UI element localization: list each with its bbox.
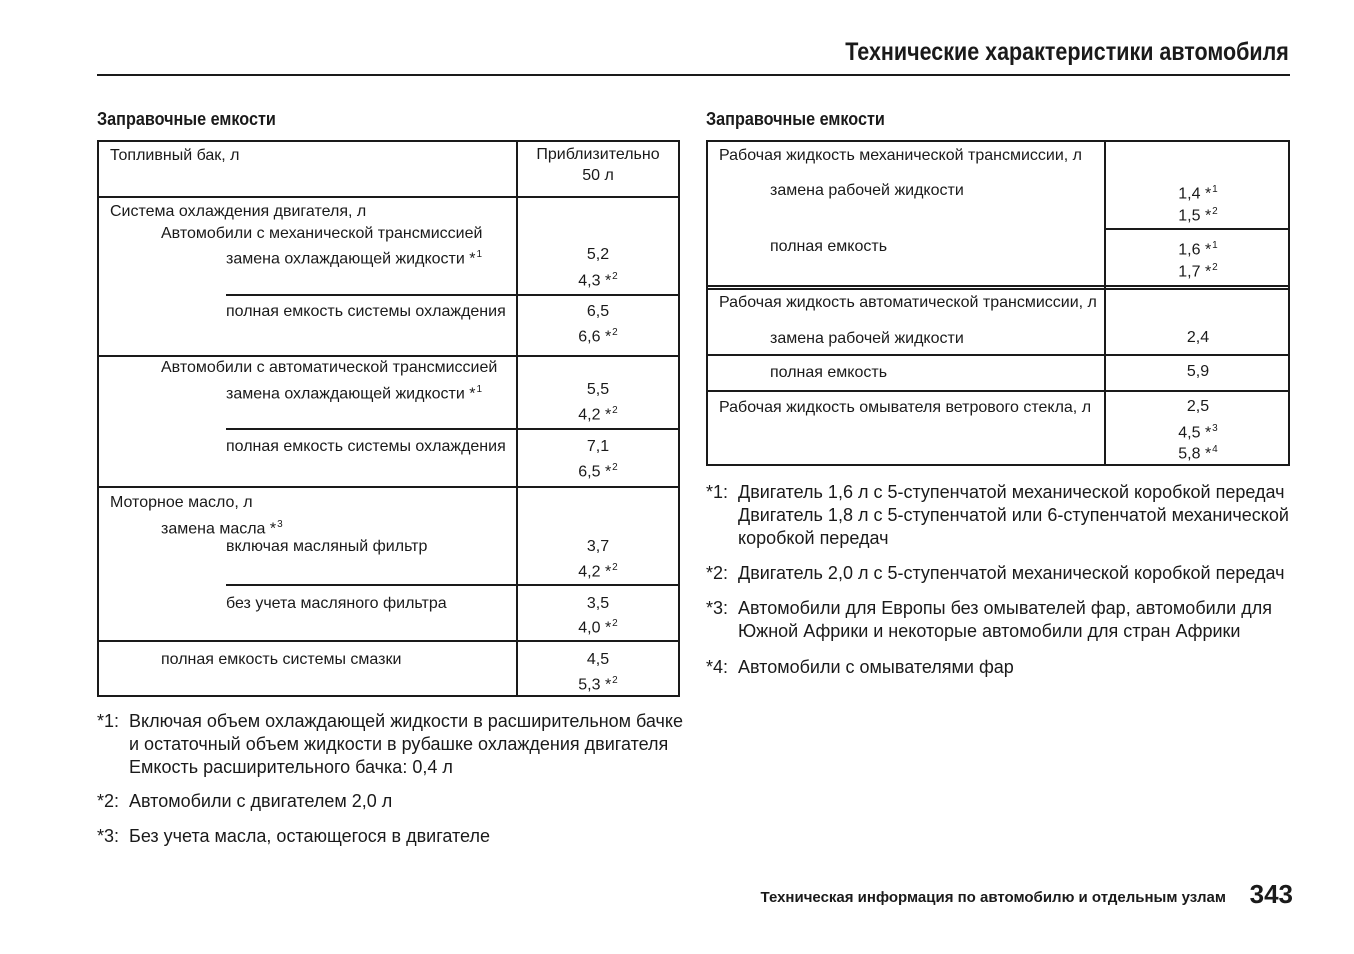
mt-full-label: полная емкость <box>770 238 888 255</box>
full-cooling-manual-value-1: 6,5 <box>586 303 610 320</box>
mt-fluid-label: Рабочая жидкость механической трансмиссии, л <box>719 147 1082 164</box>
with-filter-value-2: 4,2 *$^2$ <box>578 562 618 581</box>
right-footnote-3: *3: Автомобили для Европы без омывателей фар, автомобили для Южной Африки и некоторые автомобили для стран Африки <box>706 598 1272 641</box>
without-filter-value-1: 3,5 <box>586 595 610 612</box>
cooling-system-label: Система охлаждения двигателя, л <box>110 203 367 220</box>
page-number: 343 <box>1249 879 1293 909</box>
fuel-tank-value-1: Приблизительно <box>536 146 660 163</box>
full-lube-value-2: 5,3 *$^2$ <box>578 675 618 694</box>
with-filter-label: включая масляный фильтр <box>226 538 428 555</box>
manual-transmission-label: Автомобили с механической трансмиссией <box>161 225 483 242</box>
fuel-tank-value-2: 50 л <box>582 167 614 184</box>
mt-change-value-1: 1,4 *$^1$ <box>1178 184 1218 203</box>
at-change-value: 2,4 <box>1186 329 1210 346</box>
left-footnote-3: *3: Без учета масла, остающегося в двигателе <box>97 826 490 846</box>
full-cooling-manual-label: полная емкость системы охлаждения <box>226 303 506 320</box>
left-capacities-table <box>97 140 680 697</box>
with-filter-value-1: 3,7 <box>586 538 610 555</box>
automatic-transmission-label: Автомобили с автоматической трансмиссией <box>161 359 498 376</box>
full-lube-label: полная емкость системы смазки <box>161 651 402 668</box>
header-rule <box>97 74 1290 76</box>
without-filter-label: без учета масляного фильтра <box>226 595 447 612</box>
mt-change-label: замена рабочей жидкости <box>770 182 964 199</box>
oil-change-label: замена масла *$^3$ <box>161 519 283 538</box>
page-title: Технические характеристики автомобиля <box>845 38 1289 66</box>
washer-fluid-label: Рабочая жидкость омывателя ветрового стекла, л <box>719 399 1092 416</box>
left-footnote-1: *1: Включая объем охлаждающей жидкости в расширительном бачке и остаточный объем жидкости в рубашке охлаждения двигателя Емкость расширительного бачка: 0,4 л <box>97 711 684 777</box>
mt-change-value-2: 1,5 *$^2$ <box>1178 206 1218 225</box>
coolant-change-manual-value-1: 5,2 <box>586 246 610 263</box>
full-cooling-manual-value-2: 6,6 *$^2$ <box>578 327 618 346</box>
coolant-change-manual-label: замена охлаждающей жидкости *$^1$ <box>226 249 483 268</box>
left-footnote-2: *2: Автомобили с двигателем 2,0 л <box>97 791 393 811</box>
washer-value-2: 4,5 *$^3$ <box>1178 423 1218 442</box>
washer-value-1: 2,5 <box>1186 398 1210 415</box>
mt-full-value-2: 1,7 *$^2$ <box>1178 262 1218 281</box>
right-capacities-table <box>706 140 1290 466</box>
coolant-change-auto-label: замена охлаждающей жидкости *$^1$ <box>226 384 483 403</box>
at-full-value: 5,9 <box>1186 363 1210 380</box>
coolant-change-auto-value-1: 5,5 <box>586 381 610 398</box>
full-cooling-auto-value-1: 7,1 <box>586 438 610 455</box>
fuel-tank-label: Топливный бак, л <box>110 147 240 164</box>
right-section-title: Заправочные емкости <box>706 109 885 129</box>
full-cooling-auto-label: полная емкость системы охлаждения <box>226 438 506 455</box>
right-footnote-2: *2: Двигатель 2,0 л с 5-ступенчатой механической коробкой передач <box>706 563 1285 583</box>
left-section-title: Заправочные емкости <box>97 109 276 129</box>
footer-text: Техническая информация по автомобилю и отдельным узлам <box>760 889 1226 906</box>
at-change-label: замена рабочей жидкости <box>770 330 964 347</box>
engine-oil-label: Моторное масло, л <box>110 494 253 511</box>
washer-value-3: 5,8 *$^4$ <box>1178 444 1218 463</box>
full-cooling-auto-value-2: 6,5 *$^2$ <box>578 462 618 481</box>
mt-full-value-1: 1,6 *$^1$ <box>1178 240 1218 259</box>
at-full-label: полная емкость <box>770 364 888 381</box>
full-lube-value-1: 4,5 <box>586 651 610 668</box>
at-fluid-label: Рабочая жидкость автоматической трансмиссии, л <box>719 294 1097 311</box>
right-footnote-4: *4: Автомобили с омывателями фар <box>706 657 1014 677</box>
coolant-change-auto-value-2: 4,2 *$^2$ <box>578 405 618 424</box>
coolant-change-manual-value-2: 4,3 *$^2$ <box>578 271 618 290</box>
without-filter-value-2: 4,0 *$^2$ <box>578 618 618 637</box>
right-footnote-1: *1: Двигатель 1,6 л с 5-ступенчатой механической коробкой передач Двигатель 1,8 л с 5-ступенчатой или 6-ступенчатой механической коробкой передач <box>706 482 1289 548</box>
